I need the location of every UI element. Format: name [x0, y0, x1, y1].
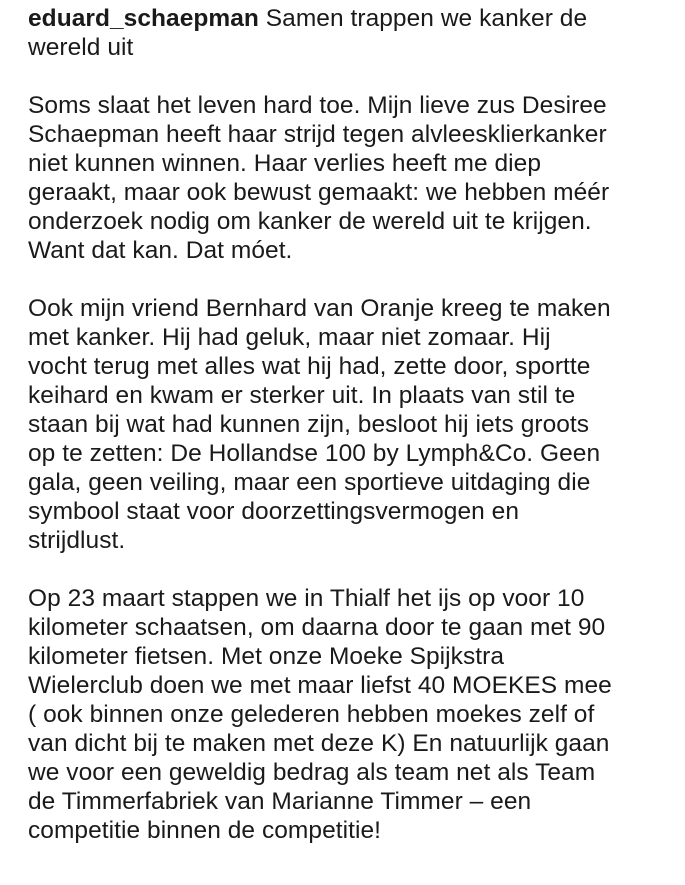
caption-line: geraakt, maar ook bewust gemaakt: we hebben méér — [28, 179, 610, 206]
caption-line: onderzoek nodig om kanker de wereld uit te krijgen. — [28, 208, 592, 235]
caption-line: we voor een geweldig bedrag als team net als Team — [28, 759, 596, 786]
caption-line: Schaepman heeft haar strijd tegen alvleesklierkanker — [28, 121, 607, 148]
caption-line: met kanker. Hij had geluk, maar niet zomaar. Hij — [28, 324, 551, 351]
caption-paragraph-1 — [28, 91, 668, 265]
caption-line: Wielerclub doen we met maar liefst 40 MOEKES mee — [28, 672, 612, 699]
caption-line: Want dat kan. Dat móet. — [28, 237, 293, 264]
caption-line: op te zetten: De Hollandse 100 by Lymph&Co. Geen — [28, 440, 601, 467]
caption-line: kilometer schaatsen, om daarna door te gaan met 90 — [28, 614, 606, 641]
caption-line: van dicht bij te maken met deze K) En natuurlijk gaan — [28, 730, 610, 757]
caption-heading — [28, 4, 668, 62]
caption-title-text: Samen trappen we kanker de — [265, 5, 588, 32]
caption-line: strijdlust. — [28, 527, 126, 554]
caption-line: Ook mijn vriend Bernhard van Oranje kreeg te maken — [28, 295, 611, 322]
caption-line: symbool staat voor doorzettingsvermogen en — [28, 498, 519, 525]
caption-heading-line — [28, 4, 668, 33]
caption-title-text-continued: wereld uit — [28, 34, 134, 61]
caption-line: Soms slaat het leven hard toe. Mijn lieve zus Desiree — [28, 92, 607, 119]
caption-line: gala, geen veiling, maar een sportieve uitdaging die — [28, 469, 591, 496]
caption-line: de Timmerfabriek van Marianne Timmer – een — [28, 788, 532, 815]
caption-line: niet kunnen winnen. Haar verlies heeft me diep — [28, 150, 542, 177]
post-caption — [28, 4, 668, 845]
caption-line: vocht terug met alles wat hij had, zette door, sportte — [28, 353, 591, 380]
caption-paragraph-3 — [28, 584, 668, 845]
caption-paragraph-2 — [28, 294, 668, 555]
caption-line: Op 23 maart stappen we in Thialf het ijs op voor 10 — [28, 585, 585, 612]
caption-line: ( ook binnen onze gelederen hebben moekes zelf of — [28, 701, 595, 728]
caption-line: kilometer fietsen. Met onze Moeke Spijkstra — [28, 643, 505, 670]
caption-line: competitie binnen de competitie! — [28, 817, 381, 844]
username-link[interactable]: eduard_schaepman — [28, 5, 259, 32]
caption-line: staan bij wat had kunnen zijn, besloot hij iets groots — [28, 411, 590, 438]
caption-line: keihard en kwam er sterker uit. In plaats van stil te — [28, 382, 576, 409]
